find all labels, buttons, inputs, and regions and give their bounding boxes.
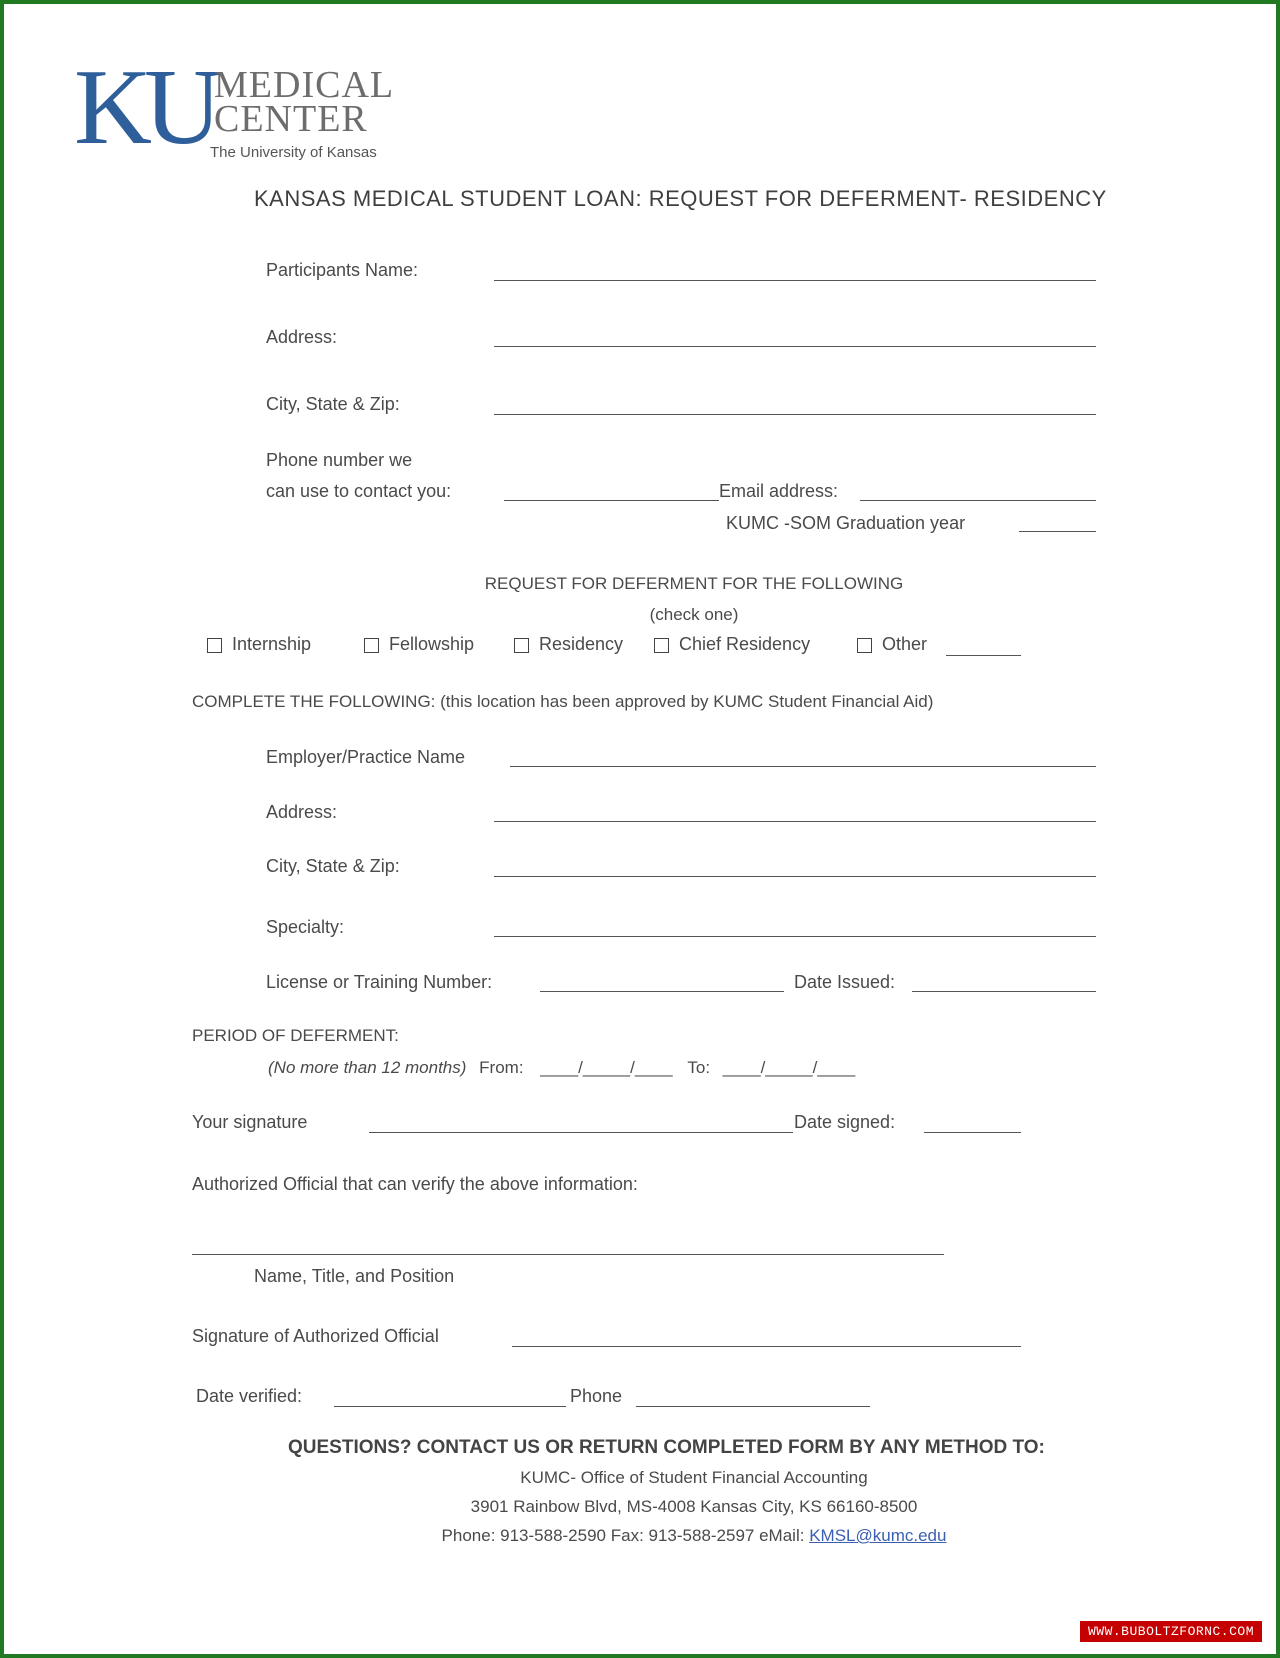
participant-name-label: Participants Name: (266, 260, 419, 280)
date-verified-label: Date verified: (196, 1386, 303, 1406)
email-link[interactable]: KMSL@kumc.edu (809, 1526, 947, 1545)
to-date-field[interactable]: ____/_____/____ (722, 1058, 856, 1077)
period-heading: PERIOD OF DEFERMENT: (192, 1026, 399, 1045)
authorized-official-label: Authorized Official that can verify the above information: (192, 1174, 638, 1194)
fellowship-checkbox[interactable] (364, 638, 379, 653)
date-signed-field[interactable] (924, 1132, 1021, 1133)
city-state-zip-field[interactable] (494, 414, 1096, 415)
employer-city-field[interactable] (494, 876, 1096, 877)
university-name: The University of Kansas (210, 144, 377, 161)
option-residency[interactable] (514, 634, 623, 655)
employer-address-field[interactable] (494, 821, 1096, 822)
ku-logo: KU (74, 48, 214, 167)
employer-address-label: Address: (266, 802, 338, 822)
other-label: Other (882, 634, 928, 654)
phone-fax-text: Phone: 913-588-2590 Fax: 913-588-2597 eMail: (441, 1526, 805, 1545)
your-signature-field[interactable] (369, 1132, 793, 1133)
residency-checkbox[interactable] (514, 638, 529, 653)
address-label: Address: (266, 327, 338, 347)
option-fellowship[interactable] (364, 634, 474, 655)
to-label: To: (687, 1058, 711, 1077)
phone-label-line2: can use to contact you: (266, 481, 452, 501)
name-title-position-label: Name, Title, and Position (254, 1266, 455, 1286)
specialty-field[interactable] (494, 936, 1096, 937)
internship-checkbox[interactable] (207, 638, 222, 653)
date-issued-label: Date Issued: (794, 972, 896, 992)
official-phone-label: Phone (570, 1386, 623, 1406)
city-state-zip-label: City, State & Zip: (266, 394, 400, 414)
logo-line-medical: MEDICAL (214, 64, 395, 106)
complete-heading-bold: COMPLETE THE FOLLOWING: (192, 692, 436, 711)
medical-center-logo-text (214, 64, 395, 140)
request-subheading: (check one) (649, 605, 739, 624)
employer-field[interactable] (510, 766, 1096, 767)
address-field[interactable] (494, 346, 1096, 347)
phone-field[interactable] (504, 500, 719, 501)
date-signed-label: Date signed: (794, 1112, 896, 1132)
form-title: KANSAS MEDICAL STUDENT LOAN: REQUEST FOR DEFERMENT- RESIDENCY (254, 186, 1107, 211)
internship-label: Internship (232, 634, 312, 654)
option-other[interactable] (857, 634, 927, 655)
date-verified-field[interactable] (334, 1406, 566, 1407)
auth-signature-field[interactable] (512, 1346, 1021, 1347)
specialty-label: Specialty: (266, 917, 345, 937)
authorized-name-field[interactable] (192, 1254, 944, 1255)
phone-label-line1: Phone number we (266, 450, 413, 470)
watermark-badge: WWW.BUBOLTZFORNC.COM (1080, 1621, 1262, 1642)
option-internship[interactable] (207, 634, 311, 655)
graduation-year-field[interactable] (1019, 531, 1096, 532)
period-note: (No more than 12 months) (268, 1058, 467, 1077)
participant-name-field[interactable] (494, 280, 1096, 281)
email-field[interactable] (860, 500, 1096, 501)
your-signature-label: Your signature (192, 1112, 308, 1132)
graduation-year-label: KUMC -SOM Graduation year (726, 513, 966, 533)
questions-heading: QUESTIONS? CONTACT US OR RETURN COMPLETED FORM BY ANY METHOD TO: (288, 1437, 1045, 1458)
option-chief-residency[interactable] (654, 634, 810, 655)
auth-signature-label: Signature of Authorized Official (192, 1326, 439, 1346)
logo-line-center: CENTER (214, 98, 368, 140)
complete-heading-note: (this location has been approved by KUMC Student Financial Aid) (440, 692, 934, 711)
from-label: From: (479, 1058, 524, 1077)
fellowship-label: Fellowship (389, 634, 475, 654)
office-contact (304, 1526, 1084, 1546)
email-label: Email address: (719, 481, 839, 501)
chief-residency-label: Chief Residency (679, 634, 811, 654)
residency-label: Residency (539, 634, 624, 654)
complete-heading (192, 692, 933, 712)
request-heading: REQUEST FOR DEFERMENT FOR THE FOLLOWING (484, 574, 904, 593)
other-checkbox[interactable] (857, 638, 872, 653)
employer-label: Employer/Practice Name (266, 747, 466, 767)
office-address: 3901 Rainbow Blvd, MS-4008 Kansas City, KS 66160-8500 (470, 1497, 918, 1516)
employer-city-label: City, State & Zip: (266, 856, 400, 876)
from-date-field[interactable]: ____/_____/____ (540, 1058, 673, 1077)
license-label: License or Training Number: (266, 972, 493, 992)
other-field[interactable] (946, 655, 1021, 656)
official-phone-field[interactable] (636, 1406, 870, 1407)
license-field[interactable] (540, 991, 784, 992)
office-name: KUMC- Office of Student Financial Accounting (520, 1468, 868, 1487)
period-row (268, 1058, 855, 1078)
chief-residency-checkbox[interactable] (654, 638, 669, 653)
date-issued-field[interactable] (912, 991, 1096, 992)
